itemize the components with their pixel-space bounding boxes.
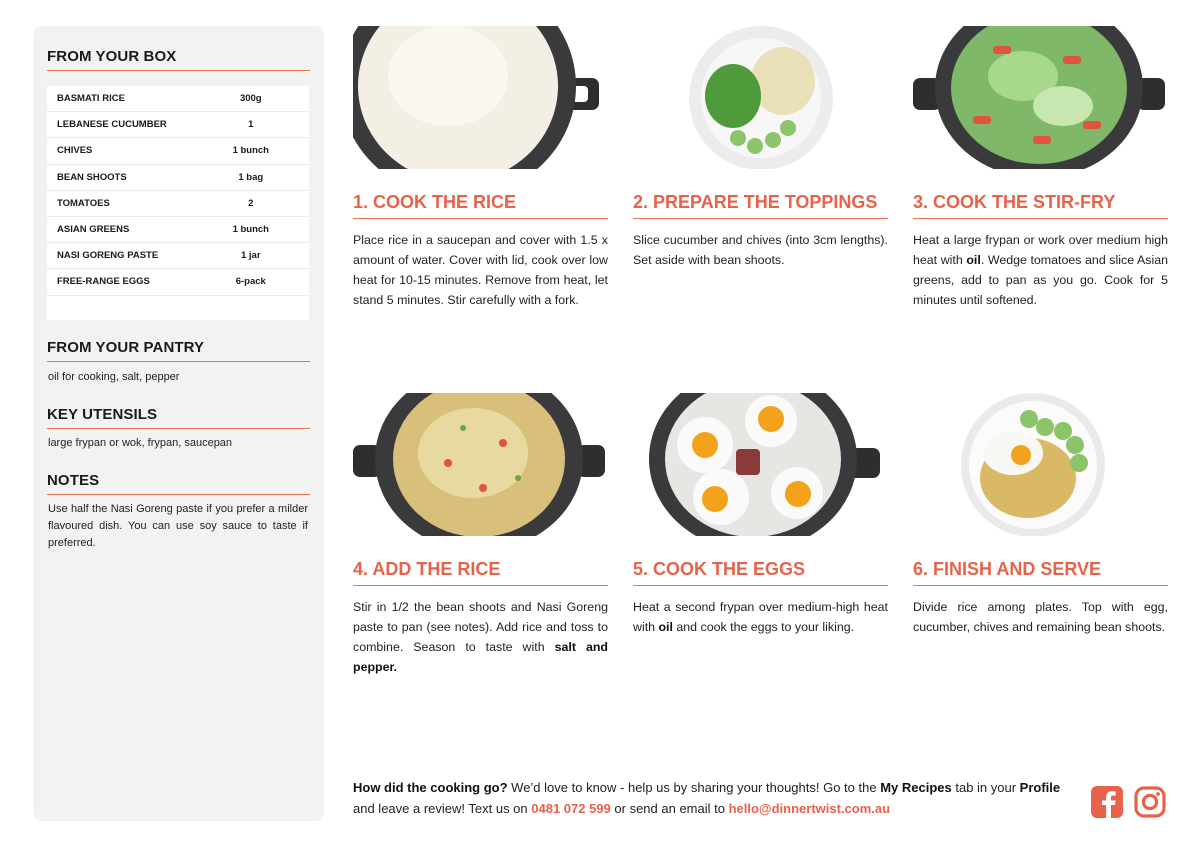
step-text-segment: Stir in 1/2 the bean shoots and Nasi Goreng paste to pan (see notes). Add rice and toss to combine. Season to taste with [353, 600, 608, 654]
ingredient-row [47, 191, 309, 217]
step-4-text [353, 597, 608, 677]
from-your-box-title: FROM YOUR BOX [47, 48, 310, 71]
ingredient-qty: 1 bunch [232, 224, 269, 236]
ingredient-name: ASIAN GREENS [57, 224, 130, 236]
from-your-pantry-title: FROM YOUR PANTRY [47, 339, 310, 362]
ingredient-row [47, 165, 309, 191]
step-text-segment: Slice cucumber and chives (into 3cm lengths). Set aside with bean shoots. [633, 233, 888, 267]
step-1-text [353, 230, 608, 310]
step-2-text [633, 230, 888, 270]
ingredient-row [47, 269, 309, 295]
step-text-segment: Heat a large frypan or work over medium high heat with [913, 233, 1168, 267]
step-6-photo [913, 393, 1168, 536]
step-3-photo [913, 26, 1168, 169]
ingredient-name: LEBANESE CUCUMBER [57, 119, 167, 131]
ingredient-qty: 1 bunch [232, 145, 269, 157]
ingredient-qty: 1 [248, 119, 254, 131]
step-3-title: 3. COOK THE STIR-FRY [913, 192, 1168, 219]
key-utensils-title: KEY UTENSILS [47, 406, 310, 429]
step-3-text [913, 230, 1168, 310]
bold-text: oil [658, 620, 673, 634]
ingredient-qty: 2 [248, 197, 254, 209]
step-2-photo [633, 26, 888, 169]
notes-text: Use half the Nasi Goreng paste if you prefer a milder flavoured dish. You can use soy sauce to taste if preferred. [48, 503, 308, 549]
footer-text: or send an email to [610, 801, 729, 816]
ingredient-name: CHIVES [57, 145, 93, 157]
ingredient-qty: 1 bag [238, 171, 264, 183]
footer-bold-text: My Recipes [880, 780, 952, 795]
ingredients-sidebar [33, 26, 324, 821]
step-text-segment: . Wedge tomatoes and slice Asian greens, add to pan as you go. Cook for 5 minutes until softened. [913, 253, 1168, 307]
step-5-photo [633, 393, 888, 536]
utensils-text: large frypan or wok, frypan, saucepan [48, 437, 233, 449]
ingredient-row [47, 243, 309, 269]
step-5-title: 5. COOK THE EGGS [633, 559, 888, 586]
ingredient-qty: 6-pack [235, 276, 266, 288]
review-footer [353, 777, 1083, 819]
ingredient-name: FREE-RANGE EGGS [57, 276, 150, 288]
facebook-icon[interactable] [1090, 785, 1124, 819]
footer-text: tab in your [951, 780, 1020, 795]
ingredient-qty: 1 jar [241, 250, 261, 262]
step-4-photo [353, 393, 608, 536]
step-1-photo [353, 26, 608, 169]
step-1-title: 1. COOK THE RICE [353, 192, 608, 219]
ingredient-name: BASMATI RICE [57, 93, 125, 105]
ingredient-qty: 300g [239, 93, 262, 105]
phone-link[interactable]: 0481 072 599 [531, 801, 611, 816]
step-4-title: 4. ADD THE RICE [353, 559, 608, 586]
ingredient-name: BEAN SHOOTS [57, 171, 127, 183]
footer-bold-text: How did the cooking go? [353, 780, 508, 795]
notes-title: NOTES [47, 472, 310, 495]
step-text-segment: Heat a second frypan over medium-high heat with [633, 600, 888, 634]
step-6-title: 6. FINISH AND SERVE [913, 559, 1168, 586]
ingredient-name: TOMATOES [57, 197, 110, 209]
ingredient-row [47, 112, 309, 138]
ingredient-row [47, 138, 309, 164]
step-6-text [913, 597, 1168, 637]
instagram-icon[interactable] [1133, 785, 1167, 819]
ingredient-row [47, 86, 309, 112]
footer-text: We’d love to know - help us by sharing your thoughts! Go to the [507, 780, 881, 795]
bold-text: oil [966, 253, 981, 267]
email-link[interactable]: hello@dinnertwist.com.au [728, 801, 891, 816]
bold-text: salt and pepper. [353, 640, 609, 674]
footer-bold-text: Profile [1019, 780, 1061, 795]
step-text-segment: Divide rice among plates. Top with egg, cucumber, chives and remaining bean shoots. [913, 600, 1168, 634]
step-2-title: 2. PREPARE THE TOPPINGS [633, 192, 888, 219]
step-text-segment: Place rice in a saucepan and cover with 1.5 x amount of water. Cover with lid, cook over low heat for 10-15 minutes. Remove from heat, let stand 5 minutes. Stir carefully with a fork. [353, 233, 608, 307]
step-text-segment: and cook the eggs to your liking. [672, 620, 855, 634]
pantry-text: oil for cooking, salt, pepper [48, 371, 180, 383]
step-5-text [633, 597, 888, 637]
ingredient-row [47, 217, 309, 243]
ingredients-table [47, 86, 309, 320]
footer-text: and leave a review! Text us on [353, 801, 532, 816]
ingredient-name: NASI GORENG PASTE [57, 250, 159, 262]
